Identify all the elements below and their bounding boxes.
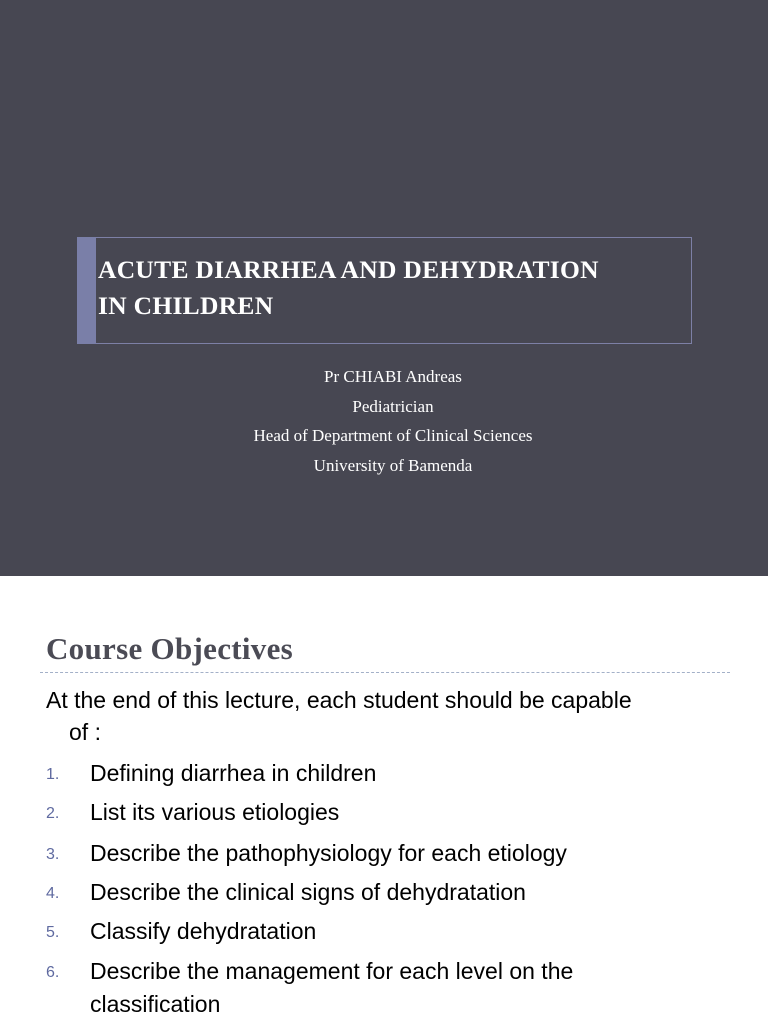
objectives-intro-line1: At the end of this lecture, each student should be capable (46, 687, 632, 713)
objective-number: 3. (46, 846, 60, 863)
objective-text: Classify dehydratation (90, 918, 317, 944)
slide-title (98, 252, 738, 324)
objective-number: 5. (46, 924, 60, 941)
objective-number: 4. (46, 885, 60, 902)
objective-item (0, 915, 768, 955)
presenter-name: Pr CHIABI Andreas (324, 367, 462, 386)
objective-text: Describe the clinical signs of dehydratation (90, 879, 526, 905)
objective-text (90, 955, 690, 1021)
title-accent-bar (77, 237, 96, 344)
objective-number: 1. (46, 766, 60, 783)
presenter-info (0, 362, 768, 480)
objectives-intro (46, 684, 726, 748)
title-divider (40, 672, 730, 673)
objective-text: List its various etiologies (90, 799, 340, 825)
presenter-institution: University of Bamenda (313, 455, 473, 475)
objective-item (0, 757, 768, 797)
objective-item (0, 955, 768, 1024)
objectives-intro-line2: of : (69, 719, 101, 745)
objective-number: 2. (46, 805, 60, 822)
slide-title-line1: ACUTE DIARRHEA AND DEHYDRATION (98, 255, 599, 284)
slide-title-line2: IN CHILDREN (98, 291, 274, 320)
objective-item (0, 837, 768, 877)
objective-text: Defining diarrhea in children (90, 760, 377, 786)
objective-text: Describe the pathophysiology for each etiology (90, 840, 567, 866)
presenter-role: Pediatrician (352, 396, 434, 416)
objective-item (0, 876, 768, 916)
objective-text-line2: classification (90, 991, 221, 1017)
objective-text-line1: Describe the management for each level on the (90, 958, 574, 984)
presenter-position: Head of Department of Clinical Sciences (253, 426, 533, 445)
objective-item (0, 796, 768, 836)
objectives-title: Course Objectives (46, 631, 294, 666)
objective-number: 6. (46, 964, 60, 981)
